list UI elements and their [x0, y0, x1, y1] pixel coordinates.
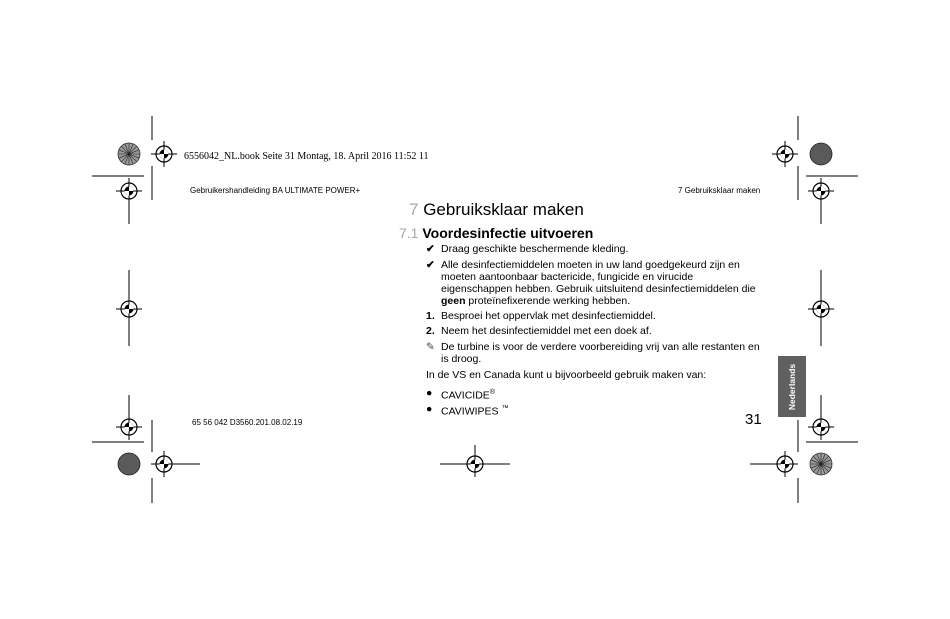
bullet-item: ● CAVICIDE®: [426, 387, 495, 402]
footer-code: 65 56 042 D3560.201.08.02.19: [192, 418, 303, 427]
section-number: 7.1: [399, 225, 419, 241]
slug-line: 6556042_NL.book Seite 31 Montag, 18. April 2016 11:52 11: [184, 151, 429, 162]
chapter-number: 7: [409, 200, 419, 219]
step-number: 1.: [426, 310, 435, 322]
section-heading: [399, 225, 593, 241]
chapter-heading: [409, 200, 584, 220]
step-number: 2.: [426, 325, 435, 337]
paragraph: In de VS en Canada kunt u bijvoorbeeld gebruik maken van:: [426, 369, 707, 381]
language-tab: [778, 356, 806, 417]
list-item: 2. Neem het desinfectiemiddel met een doek af.: [426, 325, 652, 337]
list-item: ✔ Draag geschikte beschermende kleding.: [426, 243, 629, 255]
language-tab-label: Nederlands: [787, 363, 797, 410]
check-icon: ✔: [426, 259, 435, 271]
bullet-icon: ●: [426, 387, 433, 399]
chapter-title: Gebruiksklaar maken: [423, 200, 584, 219]
check-icon: ✔: [426, 243, 435, 255]
page-number: 31: [745, 411, 762, 428]
running-header-right: 7 Gebruiksklaar maken: [678, 186, 761, 195]
running-header-left: Gebruikershandleiding BA ULTIMATE POWER+: [190, 186, 361, 195]
bullet-icon: ●: [426, 403, 433, 415]
section-title: Voordesinfectie uitvoeren: [422, 225, 594, 241]
result-icon: ✎: [426, 341, 435, 353]
list-item: ✎ De turbine is voor de verdere voorbereiding vrij van alle restanten en is droog.: [426, 341, 760, 365]
list-item: 1. Besproei het oppervlak met desinfectiemiddel.: [426, 310, 656, 322]
list-item: ✔ Alle desinfectiemiddelen moeten in uw land goedgekeurd zijn en moeten aantoonbaar bactericide, fungicide en virucide eigenschappen hebben. Gebruik uitsluitend desinfectiemiddelen die geen proteïnefixerende werking hebben.: [426, 259, 756, 307]
bullet-item: ● CAVIWIPES ™: [426, 403, 509, 418]
